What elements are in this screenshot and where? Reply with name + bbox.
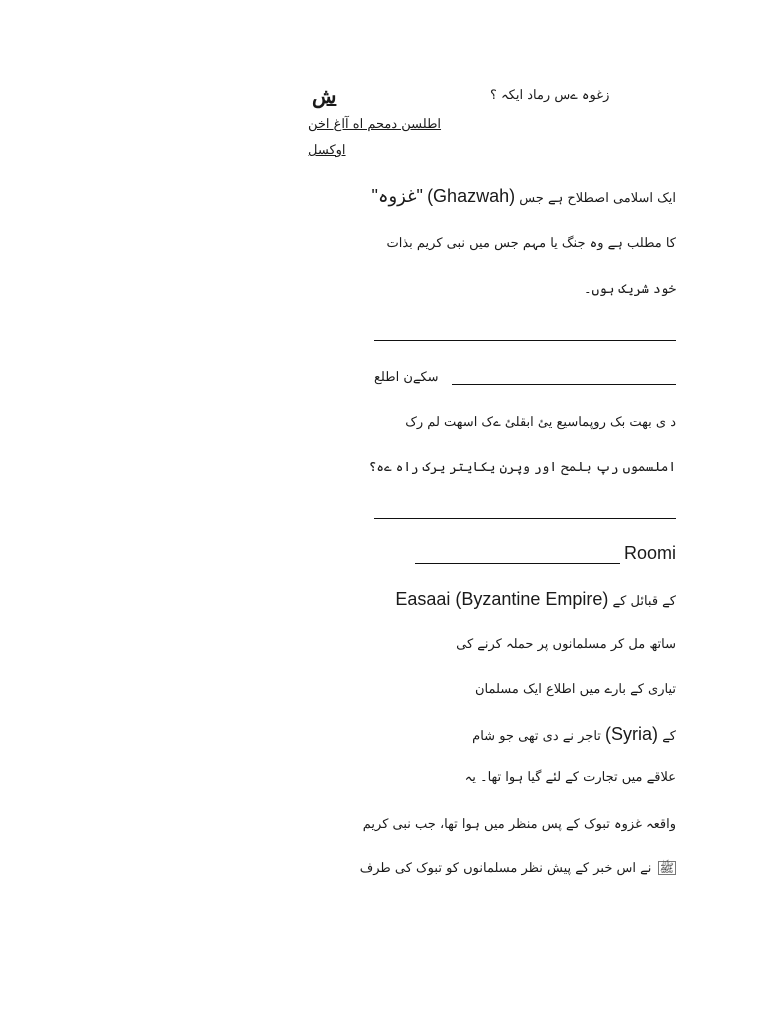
answer-blank-3[interactable]	[374, 518, 676, 519]
paragraph3-line4	[472, 724, 676, 745]
header-subtitle: اوکسل	[308, 143, 346, 158]
paragraph3-line6: واقعہ غزوہ تبوک کے پس منظر میں ہوا تھا، جب نبی کریم	[362, 817, 676, 832]
paragraph3-line1	[395, 589, 676, 610]
paragraph3-line1-urdu: کے قبائل کے	[612, 594, 676, 609]
paragraph1-line1-quote: "غزوہ"	[371, 186, 423, 206]
paragraph1-line1-rest: ایک اسلامی اصطلاح ہے جس	[519, 191, 676, 206]
paragraph3-line4-en: (Syria)	[605, 724, 659, 744]
header-initial: ش	[312, 84, 337, 108]
roomi-label: Roomi	[623, 543, 676, 563]
paragraph1-line1	[372, 186, 676, 207]
sallallahu-symbol: ﷺ	[659, 861, 674, 875]
answer-blank-2[interactable]	[452, 384, 676, 385]
paragraph2-line2: املسموں رپ بلمح اور وپرن یکایتر یرک راہ ےہ؟	[368, 460, 676, 475]
paragraph1-line1-term: (Ghazwah)	[427, 186, 516, 206]
paragraph1-line2: کا مطلب ہے وہ جنگ یا مہم جس میں نبی کریم بذات	[386, 236, 676, 251]
paragraph1-line3: خود شریک ہوں۔	[583, 282, 676, 297]
answer-blank-1[interactable]	[374, 340, 676, 341]
paragraph3-line4-post: تاجر نے دی تھی جو شام	[472, 729, 601, 744]
paragraph3-line4-pre: کے	[662, 729, 676, 744]
paragraph3-line1-en: Easaai (Byzantine Empire)	[395, 589, 609, 609]
paragraph3-line5: علاقے میں تجارت کے لئے گیا ہوا تھا۔ یہ	[464, 770, 676, 785]
paragraph3-line3: تیاری کے بارے میں اطلاع ایک مسلمان	[474, 682, 676, 697]
answer-blank-roomi[interactable]	[415, 563, 620, 564]
header-question-label: زغوہ ےس رماد ایکہ ؟	[490, 88, 610, 103]
paragraph3-line2: ساتھ مل کر مسلمانوں پر حملہ کرنے کی	[456, 637, 676, 652]
paragraph3-line7-text: نے اس خبر کے پیش نظر مسلمانوں کو تبوک کی طرف	[359, 861, 652, 876]
paragraph2-line1: د ی بھت بک روپماسیع یئ ابقلئ ےک اسھت لم رک	[405, 415, 676, 430]
header-name-line: اطلسن دمحم اه آاغ اخن	[308, 117, 442, 132]
answer-line-tail: سکےن اطلع	[374, 370, 439, 385]
paragraph3-line7	[360, 861, 676, 876]
